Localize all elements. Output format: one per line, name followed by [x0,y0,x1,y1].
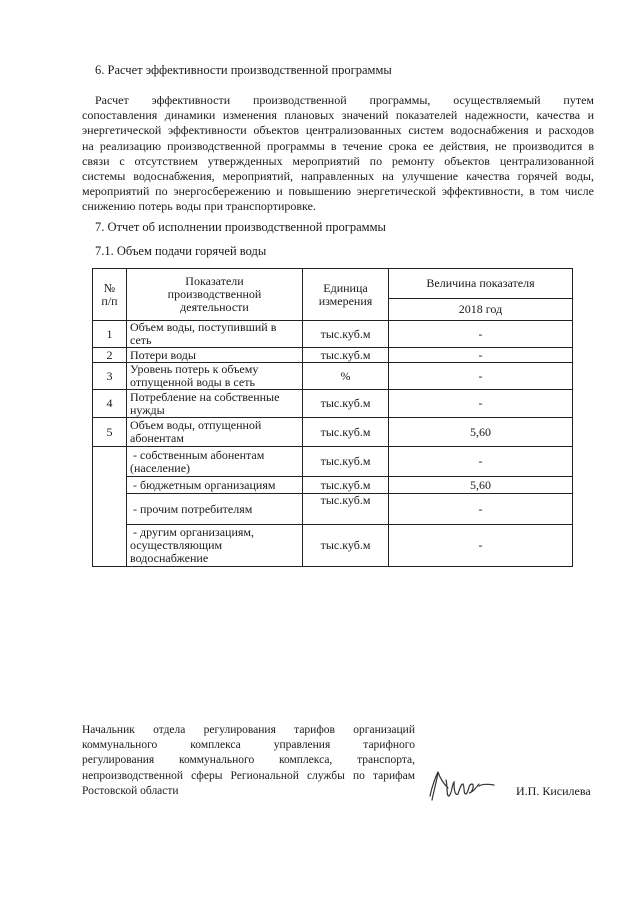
row-value: - [389,525,573,567]
section6-paragraph [82,93,594,215]
table-subrow [93,447,573,477]
row-num: 4 [93,390,127,418]
header-value: Величина показателя [389,269,573,299]
row-value: - [389,390,573,418]
row-unit: тыс.куб.м [303,494,389,525]
row-name: Потребление на собственные нужды [127,390,303,418]
table-row [93,363,573,390]
table-subrow [93,525,573,567]
row-name: - другим организациям, осуществляющим водоснабжение [127,525,303,567]
row-value: 5,60 [389,418,573,447]
table-row [93,390,573,418]
row-name: Объем воды, поступивший в сеть [127,321,303,348]
row-value: - [389,363,573,390]
row-name: - бюджетным организациям [127,477,303,494]
row-value: - [389,321,573,348]
row-name: - прочим потребителям [127,494,303,525]
handwritten-signature [422,766,504,806]
row-value: - [389,348,573,363]
table-row [93,321,573,348]
paragraph-line: снижению потерь воды при транспортировке. [82,199,316,214]
row-unit: тыс.куб.м [303,525,389,567]
row-unit: тыс.куб.м [303,477,389,494]
row-value: - [389,494,573,525]
row-unit: тыс.куб.м [303,418,389,447]
header-year: 2018 год [389,299,573,321]
row-name: Потери воды [127,348,303,363]
row-name: Объем воды, отпущенной абонентам [127,418,303,447]
paragraph-line: на реализацию производственной программы в течение срока ее действия, не производится в [82,138,594,153]
section6-title: 6. Расчет эффективности производственной программы [95,63,392,77]
paragraph-line: мероприятий по энергосбережению и повышению энергетической эффективности, в том числе [82,184,594,199]
row-unit: тыс.куб.м [303,390,389,418]
row-unit: тыс.куб.м [303,447,389,477]
paragraph-line: сопоставления динамики изменения плановых значений показателей надежности, качества и [82,108,594,123]
table-row [93,348,573,363]
paragraph-line: связи с отсутствием утвержденных мероприятий по ремонту объектов централизованной [82,153,594,168]
hot-water-table [92,268,573,567]
section7-subtitle: 7.1. Объем подачи горячей воды [95,244,267,258]
row-num: 1 [93,321,127,348]
row-value: - [389,447,573,477]
signatory-name: И.П. Кисилева [516,784,591,798]
row-num: 5 [93,418,127,447]
row-unit: % [303,363,389,390]
row-num: 3 [93,363,127,390]
paragraph-line: Расчет эффективности производственной программы, осуществляемый путем [95,93,594,107]
row-num-empty [93,447,127,567]
row-name: Уровень потерь к объему отпущенной воды в сеть [127,363,303,390]
table-row [93,418,573,447]
header-unit: Единица измерения [303,269,389,321]
signatory-position: Начальник отдела регулирования тарифов организаций коммунального комплекса управления тарифного регулирования коммунального комплекса, транспорта, непроизводственной сферы Региональной службы по тарифам Ростовской области [82,724,415,797]
table-header-row [93,269,573,299]
paragraph-line: энергетической эффективности объектов централизованных систем водоснабжения и расходов [82,123,594,138]
row-unit: тыс.куб.м [303,348,389,363]
table-subrow [93,494,573,525]
row-value: 5,60 [389,477,573,494]
row-name: - собственным абонентам (население) [127,447,303,477]
paragraph-line: системы водоснабжения, мероприятий, направленных на улучшение качества горячей воды, [82,168,594,183]
row-unit: тыс.куб.м [303,321,389,348]
row-num: 2 [93,348,127,363]
section7-title: 7. Отчет об исполнении производственной программы [95,220,386,234]
header-num: № п/п [93,269,127,321]
table-subrow [93,477,573,494]
header-indicators: Показатели производственной деятельности [127,269,303,321]
